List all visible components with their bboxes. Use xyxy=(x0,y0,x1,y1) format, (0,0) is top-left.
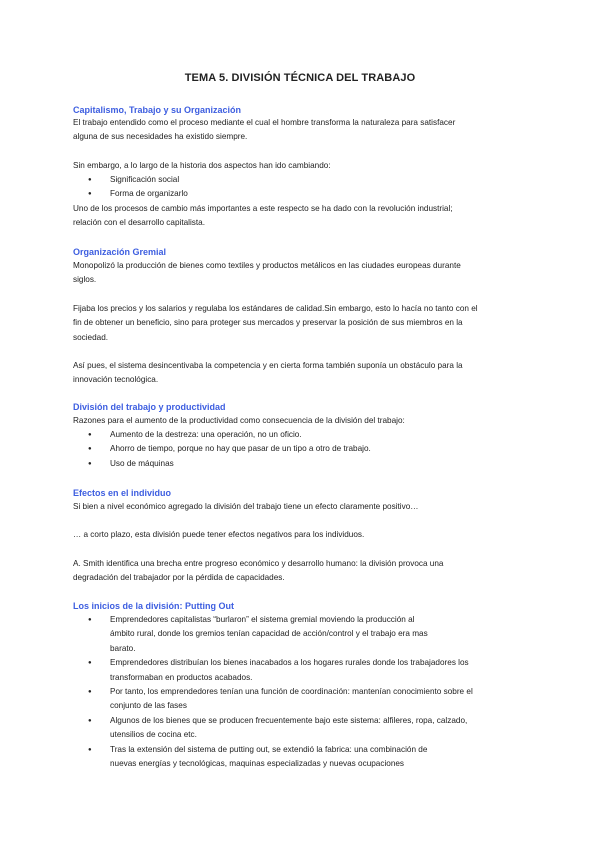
paragraph xyxy=(73,528,533,542)
paragraph xyxy=(73,259,533,288)
text-line: relación con el desarrollo capitalista. xyxy=(73,218,205,228)
paragraph xyxy=(73,557,533,586)
paragraph xyxy=(73,359,533,388)
list-item: ● Emprendedores capitalistas “burlaron” el sistema gremial moviendo la producción al ámbito rural, donde los gremios tenían capacidad de acción/control y el trabajo era mas barato. xyxy=(88,613,538,656)
text-line: innovación tecnológica. xyxy=(73,375,159,385)
bullet-list xyxy=(88,613,538,771)
list-item: ● Uso de máquinas xyxy=(88,457,538,471)
bullet-list xyxy=(88,173,538,202)
list-item: ● Forma de organizarlo xyxy=(88,187,538,201)
text-line: Si bien a nivel económico agregado la división del trabajo tiene un efecto claramente positivo… xyxy=(73,502,419,511)
list-item: ● Aumento de la destreza: una operación, no un oficio. xyxy=(88,428,538,442)
text-line: A. Smith identifica una brecha entre progreso económico y desarrollo humano: la división provoca una xyxy=(73,559,444,568)
paragraph xyxy=(73,500,533,514)
section-heading-capitalismo: Capitalismo, Trabajo y su Organización xyxy=(73,105,242,115)
text-line: sociedad. xyxy=(73,332,109,342)
text-line: Así pues, el sistema desincentivaba la competencia y en cierta forma también suponía un obstáculo para la xyxy=(73,361,463,370)
bullet-list xyxy=(88,428,538,471)
paragraph xyxy=(73,202,533,231)
paragraph xyxy=(73,116,533,145)
list-item: ● Algunos de los bienes que se producen frecuentemente bajo este sistema: alfileres, ropa, calzado, utensilios de cocina etc. xyxy=(88,714,538,743)
text-line: El trabajo entendido como el proceso mediante el cual el hombre transforma la naturaleza para satisfacer xyxy=(73,118,456,127)
paragraph xyxy=(73,302,533,345)
text-line: Uno de los procesos de cambio más importantes a este respecto se ha dado con la revolución industrial; xyxy=(73,204,453,213)
paragraph xyxy=(73,414,533,428)
list-item: ● Por tanto, los emprendedores tenían una función de coordinación: mantenían conocimiento sobre el conjunto de las fases xyxy=(88,685,538,714)
section-heading-organizacion-gremial: Organización Gremial xyxy=(73,247,167,257)
section-heading-efectos-individuo: Efectos en el individuo xyxy=(73,488,172,498)
text-line: Monopolizó la producción de bienes como textiles y productos metálicos en las ciudades europeas durante xyxy=(73,261,461,270)
text-line: Razones para el aumento de la productividad como consecuencia de la división del trabajo: xyxy=(73,416,405,425)
paragraph xyxy=(73,159,533,173)
text-line: fin de obtener un beneficio, sino para proteger sus mercados y preservar la posición de sus miembros en la xyxy=(73,318,463,328)
list-item: ● Emprendedores distribuían los bienes inacabados a los hogares rurales donde los trabajadores los transformaban en productos acabados. xyxy=(88,656,538,685)
document-title: TEMA 5. DIVISIÓN TÉCNICA DEL TRABAJO xyxy=(184,72,416,84)
list-item: ● Ahorro de tiempo, porque no hay que pasar de un tipo a otro de trabajo. xyxy=(88,442,538,456)
text-line: alguna de sus necesidades ha existido siempre. xyxy=(73,132,248,142)
list-item: ● Tras la extensión del sistema de putting out, se extendió la fabrica: una combinación de nuevas energías y tecnológicas, maquinas especializadas y nuevas ocupaciones xyxy=(88,743,538,772)
text-line: Sin embargo, a lo largo de la historia dos aspectos han ido cambiando: xyxy=(73,161,331,170)
section-heading-division-trabajo: División del trabajo y productividad xyxy=(73,402,226,412)
section-heading-putting-out: Los inicios de la división: Putting Out xyxy=(73,601,235,611)
text-line: Fijaba los precios y los salarios y regulaba los estándares de calidad.Sin embargo, esto lo hacía no tanto con el xyxy=(73,304,478,313)
text-line: … a corto plazo, esta división puede tener efectos negativos para los individuos. xyxy=(73,530,365,539)
text-line: siglos. xyxy=(73,275,97,285)
list-item: ● Significación social xyxy=(88,173,538,187)
text-line: degradación del trabajador por la pérdida de capacidades. xyxy=(73,573,285,583)
